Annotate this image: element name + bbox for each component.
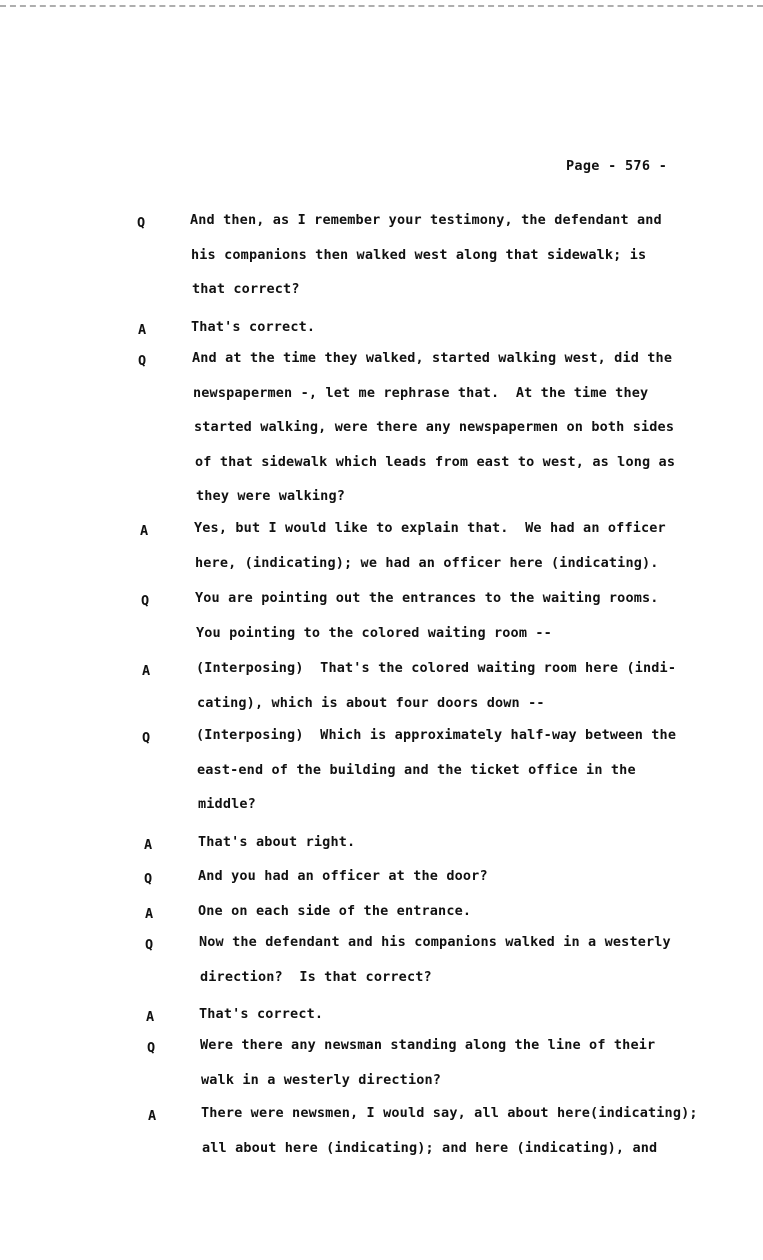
testimony-line: Were there any newsman standing along the line of their [200, 1037, 656, 1053]
testimony-line: cating), which is about four doors down -- [197, 694, 545, 711]
speaker-label: Q [142, 730, 151, 746]
testimony-line: You are pointing out the entrances to the waiting rooms. [195, 590, 659, 606]
testimony-line: his companions then walked west along that sidewalk; is [191, 246, 647, 263]
speaker-label: A [144, 837, 153, 853]
speaker-label: Q [144, 871, 153, 887]
testimony-line: (Interposing) Which is approximately half-way between the [196, 727, 677, 743]
testimony-line: newspapermen -, let me rephrase that. At the time they [193, 384, 649, 401]
testimony-line: One on each side of the entrance. [198, 903, 472, 919]
testimony-line: There were newsmen, I would say, all about here(indicating); [201, 1105, 698, 1121]
testimony-line: That's about right. [198, 834, 356, 850]
testimony-line: You pointing to the colored waiting room -- [196, 624, 552, 641]
testimony-line: And you had an officer at the door? [198, 868, 488, 884]
speaker-label: A [145, 906, 154, 922]
speaker-label: A [148, 1108, 157, 1124]
speaker-label: A [142, 663, 151, 679]
testimony-line: middle? [198, 796, 256, 812]
testimony-line: And at the time they walked, started walking west, did the [192, 350, 673, 366]
speaker-label: A [138, 322, 147, 338]
testimony-line: direction? Is that correct? [200, 968, 432, 985]
testimony-line: walk in a westerly direction? [201, 1071, 442, 1088]
testimony-line: they were walking? [196, 488, 345, 504]
testimony-line: That's correct. [199, 1006, 324, 1022]
testimony-line: Now the defendant and his companions walked in a westerly [199, 934, 671, 950]
testimony-line: And then, as I remember your testimony, the defendant and [190, 212, 662, 228]
speaker-label: Q [145, 937, 154, 953]
testimony-line: That's correct. [191, 319, 316, 335]
speaker-label: A [146, 1009, 155, 1025]
speaker-label: Q [141, 593, 150, 609]
testimony-line: started walking, were there any newspapermen on both sides [194, 419, 675, 435]
testimony-line: east-end of the building and the ticket office in the [197, 761, 636, 778]
testimony-line: of that sidewalk which leads from east to west, as long as [195, 453, 676, 470]
testimony-line: (Interposing) That's the colored waiting room here (indi- [196, 660, 677, 676]
testimony-line: here, (indicating); we had an officer here (indicating). [195, 554, 659, 571]
page-top-edge [0, 0, 763, 7]
page-number: Page - 576 - [566, 158, 668, 174]
speaker-label: Q [137, 215, 146, 231]
testimony-line: that correct? [192, 281, 300, 297]
testimony-line: all about here (indicating); and here (indicating), and [202, 1139, 658, 1156]
speaker-label: Q [138, 353, 147, 369]
testimony-line: Yes, but I would like to explain that. We had an officer [194, 520, 666, 536]
speaker-label: Q [147, 1040, 156, 1056]
speaker-label: A [140, 523, 149, 539]
